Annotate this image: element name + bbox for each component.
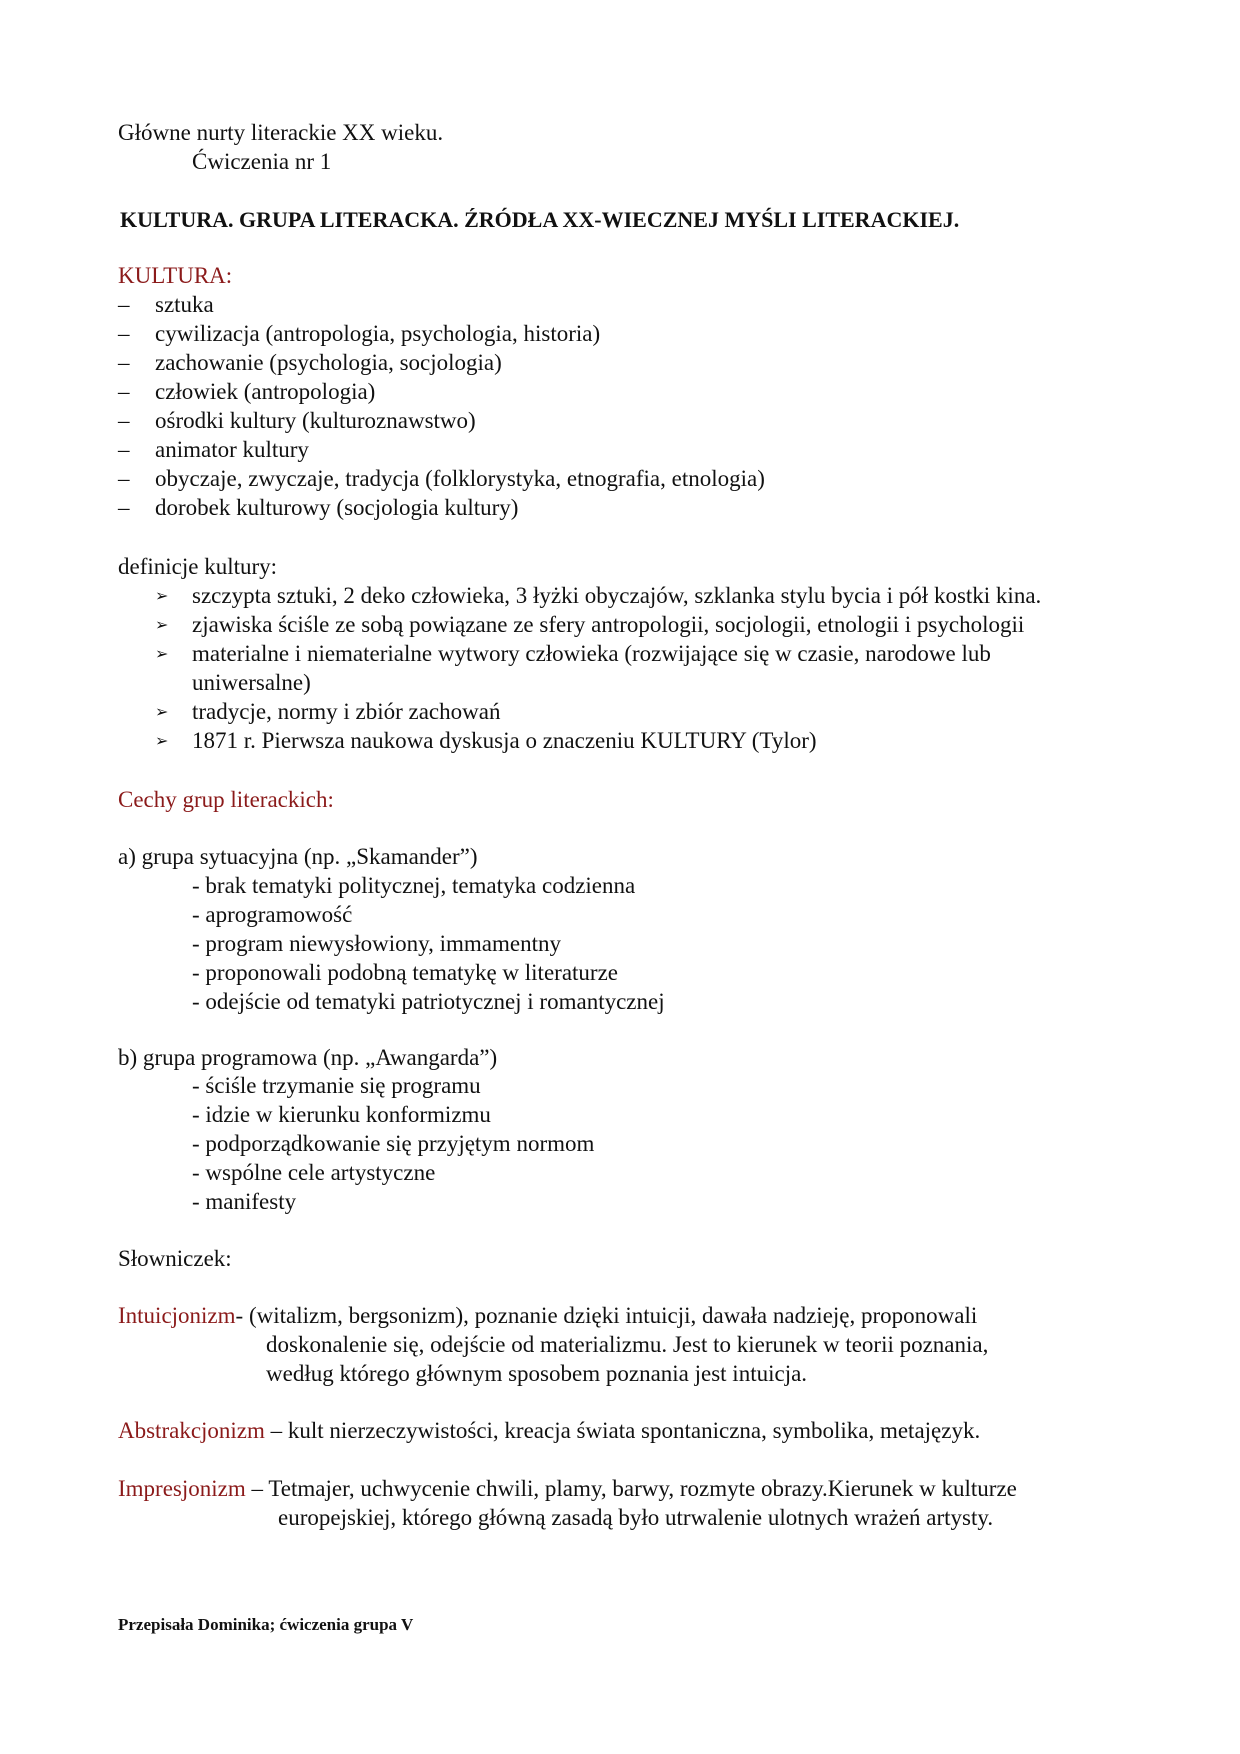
definicje-heading: definicje kultury: (118, 554, 278, 579)
term-def-line: kult nierzeczywistości, kreacja świata spontaniczna, symbolika, metajęzyk. (287, 1418, 981, 1443)
dash-bullet: – (118, 350, 130, 375)
group-a-label: a) grupa sytuacyjna (np. „Skamander”) (118, 844, 478, 869)
term-impresjonizm (118, 1474, 1017, 1503)
list-item: - brak tematyki politycznej, tematyka codzienna (192, 873, 636, 898)
document-subtitle: Ćwiczenia nr 1 (192, 149, 332, 174)
dash-bullet: – (118, 437, 130, 462)
dash-bullet: – (118, 292, 130, 317)
term-intuicjonizm (118, 1301, 977, 1330)
list-item: - odejście od tematyki patriotycznej i romantycznej (192, 989, 665, 1014)
term-separator: – (245, 1476, 269, 1501)
list-item: cywilizacja (antropologia, psychologia, historia) (155, 321, 601, 346)
arrow-bullet-icon: ➢ (155, 588, 169, 605)
arrow-bullet-icon: ➢ (155, 704, 169, 721)
list-item: animator kultury (155, 437, 309, 462)
list-item: ośrodki kultury (kulturoznawstwo) (155, 408, 476, 433)
list-item: - podporządkowanie się przyjętym normom (192, 1131, 595, 1156)
list-item: materialne i niematerialne wytwory człowieka (rozwijające się w czasie, narodowe lub (192, 641, 991, 666)
list-item: - proponowali podobną tematykę w literaturze (192, 960, 618, 985)
arrow-bullet-icon: ➢ (155, 733, 169, 750)
list-item: sztuka (155, 292, 214, 317)
dash-bullet: – (118, 495, 130, 520)
list-item: szczypta sztuki, 2 deko człowieka, 3 łyżki obyczajów, szklanka stylu bycia i pół kostki kina. (192, 583, 1042, 608)
kultura-heading: KULTURA: (118, 263, 233, 288)
dash-bullet: – (118, 321, 130, 346)
list-item: obyczaje, zwyczaje, tradycja (folklorystyka, etnografia, etnologia) (155, 466, 765, 491)
document-title: Główne nurty literackie XX wieku. (118, 120, 444, 145)
term-abstrakcjonizm (118, 1416, 980, 1445)
list-item: - program niewysłowiony, immamentny (192, 931, 561, 956)
arrow-bullet-icon: ➢ (155, 646, 169, 663)
term-def-line: doskonalenie się, odejście od materializmu. Jest to kierunek w teorii poznania, (266, 1332, 989, 1357)
term-def-line: (witalizm, bergsonizm), poznanie dzięki intuicji, dawała nadzieję, proponowali (248, 1303, 978, 1328)
term-def-line: według którego głównym sposobem poznania jest intuicja. (266, 1361, 808, 1386)
list-item: - manifesty (192, 1189, 297, 1214)
dash-bullet: – (118, 408, 130, 433)
list-item: tradycje, normy i zbiór zachowań (192, 699, 501, 724)
list-item: - idzie w kierunku konformizmu (192, 1102, 491, 1127)
group-b-label: b) grupa programowa (np. „Awangarda”) (118, 1045, 498, 1070)
list-item: zjawiska ściśle ze sobą powiązane ze sfery antropologii, socjologii, etnologii i psychologii (192, 612, 1025, 637)
dash-bullet: – (118, 466, 130, 491)
term-name: Impresjonizm (118, 1476, 246, 1501)
term-separator: - (235, 1303, 249, 1328)
slowniczek-heading: Słowniczek: (118, 1246, 232, 1271)
list-item: człowiek (antropologia) (155, 379, 376, 404)
dash-bullet: – (118, 379, 130, 404)
list-item: - wspólne cele artystyczne (192, 1160, 436, 1185)
footer-note: Przepisała Dominika; ćwiczenia grupa V (118, 1615, 414, 1634)
list-item: - ściśle trzymanie się programu (192, 1073, 481, 1098)
term-def-line: europejskiej, którego główną zasadą było utrwalenie ulotnych wrażeń artysty. (278, 1505, 994, 1530)
cechy-heading: Cechy grup literackich: (118, 787, 334, 812)
term-name: Abstrakcjonizm (118, 1418, 265, 1443)
main-heading: KULTURA. GRUPA LITERACKA. ŹRÓDŁA XX-WIECZNEJ MYŚLI LITERACKIEJ. (120, 207, 960, 232)
list-item: dorobek kulturowy (socjologia kultury) (155, 495, 519, 520)
arrow-bullet-icon: ➢ (155, 617, 169, 634)
term-separator: – (264, 1418, 288, 1443)
list-item: - aprogramowość (192, 902, 353, 927)
list-item: 1871 r. Pierwsza naukowa dyskusja o znaczeniu KULTURY (Tylor) (192, 728, 817, 753)
list-item: uniwersalne) (192, 670, 311, 695)
term-def-line: Tetmajer, uchwycenie chwili, plamy, barwy, rozmyte obrazy.Kierunek w kulturze (268, 1476, 1017, 1501)
term-name: Intuicjonizm (118, 1303, 236, 1328)
list-item: zachowanie (psychologia, socjologia) (155, 350, 502, 375)
